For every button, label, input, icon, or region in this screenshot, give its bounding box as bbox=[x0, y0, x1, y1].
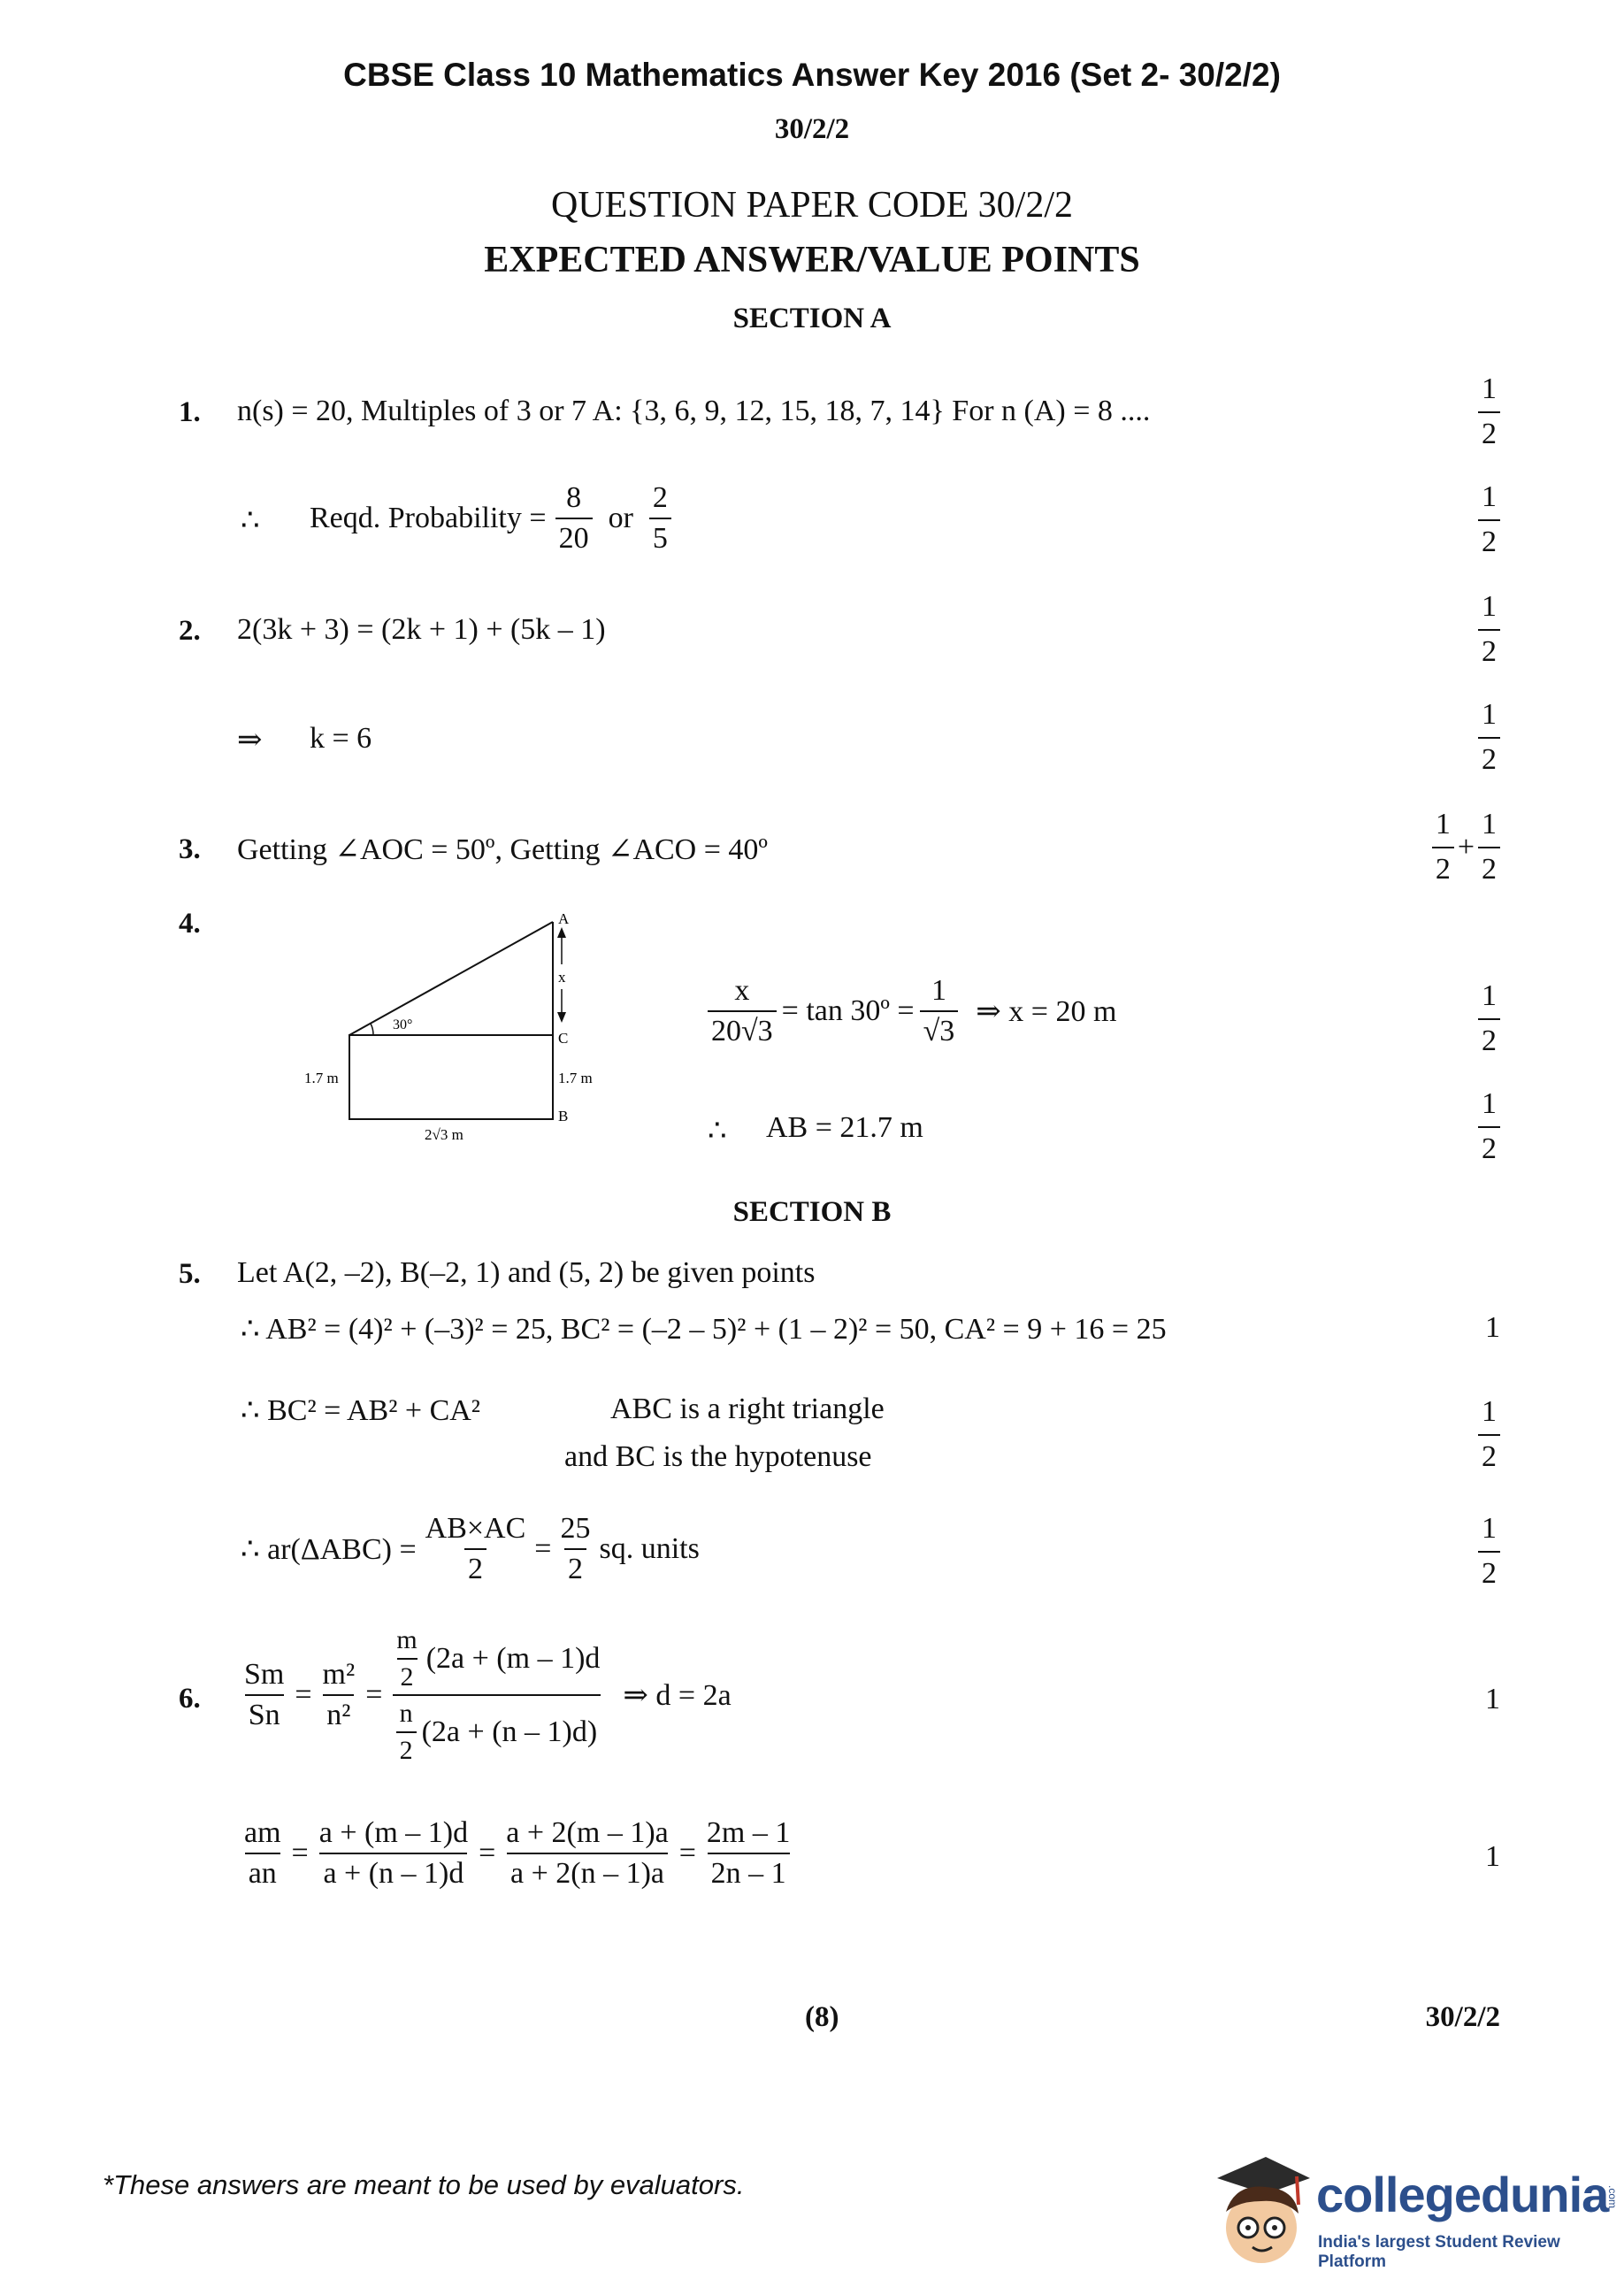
q4-label-b: B bbox=[558, 1108, 569, 1124]
section-a-heading: SECTION A bbox=[732, 303, 892, 334]
mark-den: 2 bbox=[1478, 1126, 1500, 1168]
q1-probability bbox=[310, 482, 671, 554]
q6-a-den: an bbox=[245, 1853, 280, 1890]
mascot-logo-icon bbox=[1199, 2150, 1314, 2274]
paper-code: QUESTION PAPER CODE 30/2/2 bbox=[550, 185, 1073, 226]
q4-label-base: 2√3 m bbox=[425, 1126, 463, 1143]
q6-big-num-expr: (2a + (m – 1)d bbox=[425, 1641, 601, 1675]
mark-den: 2 bbox=[1478, 1434, 1500, 1476]
q6-s-num: Sm bbox=[244, 1658, 285, 1692]
q6-equation1 bbox=[241, 1626, 732, 1764]
tassel-icon bbox=[1297, 2176, 1298, 2205]
q6-e3-num: 2m – 1 bbox=[706, 1816, 791, 1849]
mark-num: 1 bbox=[1482, 590, 1497, 623]
q5-f-den: 2 bbox=[464, 1548, 486, 1585]
mark-num: 1 bbox=[1482, 1395, 1497, 1428]
q5-equals: = bbox=[534, 1531, 552, 1565]
mark-q5b bbox=[1478, 1394, 1500, 1476]
q6-eq2: = bbox=[365, 1678, 383, 1711]
q6-m-num: m² bbox=[322, 1658, 356, 1692]
mark-q2b bbox=[1478, 697, 1500, 779]
mark-num: 1 bbox=[1482, 698, 1497, 731]
q4-line2: AB = 21.7 m bbox=[766, 1111, 923, 1144]
q6-frac-big bbox=[389, 1626, 603, 1764]
mark-q3 bbox=[1432, 807, 1500, 888]
q1-line1: n(s) = 20, Multiples of 3 or 7 A: {3, 6, 9, 12, 15, 18, 7, 14} For n (A) = 8 .... bbox=[237, 395, 1151, 427]
eye-left-icon bbox=[1245, 2225, 1251, 2230]
q6-frac-m-2 bbox=[393, 1626, 420, 1691]
q5-area-label: ∴ ar(ΔABC) = bbox=[241, 1532, 417, 1566]
mark-num: 1 bbox=[1435, 808, 1451, 840]
q6-big-den-expr: (2a + (n – 1)d) bbox=[421, 1715, 598, 1748]
q4-tower-diagram bbox=[292, 911, 610, 1150]
evaluator-note: *These answers are meant to be used by evaluators. bbox=[103, 2169, 745, 2200]
q4-label-x: x bbox=[558, 969, 566, 986]
mark-num: 1 bbox=[1482, 979, 1497, 1012]
q6-frac-e2 bbox=[502, 1817, 671, 1889]
q5-f2-num: 25 bbox=[560, 1512, 591, 1545]
eye-right-icon bbox=[1272, 2225, 1277, 2230]
mark-one: 1 bbox=[1485, 1683, 1500, 1715]
q6-e3-den: 2n – 1 bbox=[708, 1853, 790, 1890]
mark-q6a bbox=[1485, 1683, 1500, 1716]
q2-number: 2. bbox=[179, 615, 201, 647]
q4-eq-num: x bbox=[734, 974, 750, 1007]
q6-big-den-top: n bbox=[399, 1699, 413, 1728]
q4-equation bbox=[708, 975, 1116, 1047]
code-line: 30/2/2 bbox=[774, 113, 850, 145]
q4-eq-num2: 1 bbox=[931, 974, 946, 1007]
q4-eq-den2: √3 bbox=[920, 1010, 959, 1047]
q6-big-num-bottom: 2 bbox=[397, 1658, 417, 1692]
q6-frac-e1 bbox=[316, 1817, 471, 1889]
mark-plus: + bbox=[1457, 830, 1475, 863]
q3-number: 3. bbox=[179, 833, 201, 865]
q6-frac-m2 bbox=[319, 1659, 359, 1730]
q6-e2-num: a + 2(m – 1)a bbox=[506, 1816, 669, 1849]
q4-label-c: C bbox=[558, 1030, 569, 1047]
mark-num: 1 bbox=[1482, 480, 1497, 513]
logo-com: .com bbox=[1606, 2185, 1619, 2209]
doc-title: CBSE Class 10 Mathematics Answer Key 2016 (Set 2- 30/2/2) bbox=[343, 57, 1281, 93]
q6-eq4: = bbox=[479, 1836, 496, 1869]
mark-den: 2 bbox=[1478, 519, 1500, 561]
q5-line3: ∴ BC² = AB² + CA² bbox=[241, 1394, 481, 1427]
mark-q1a bbox=[1478, 372, 1500, 453]
q4-label-right-height: 1.7 m bbox=[558, 1070, 593, 1086]
q5-f2-den: 2 bbox=[564, 1548, 586, 1585]
mark-num: 1 bbox=[1482, 372, 1497, 405]
logo-wordmark: collegedunia bbox=[1316, 2167, 1609, 2222]
q2-line2: k = 6 bbox=[310, 722, 372, 755]
subtitle: EXPECTED ANSWER/VALUE POINTS bbox=[484, 240, 1140, 280]
q4-frac-root3 bbox=[920, 975, 959, 1047]
q4-eq-mid: = tan 30º = bbox=[781, 994, 915, 1027]
mark-q1b bbox=[1478, 480, 1500, 561]
q1-fraction-8-20 bbox=[555, 482, 593, 554]
q1-f1-num: 8 bbox=[566, 481, 582, 514]
q5-frac-abac bbox=[422, 1513, 530, 1585]
mark-q4b bbox=[1478, 1086, 1500, 1168]
mark-den: 2 bbox=[1478, 847, 1500, 888]
footer-code: 30/2/2 bbox=[1425, 2001, 1500, 2033]
mark-q6b bbox=[1485, 1840, 1500, 1874]
q1-or: or bbox=[608, 501, 633, 534]
q6-big-den-bottom: 2 bbox=[396, 1731, 417, 1765]
page-number: (8) bbox=[805, 2001, 839, 2033]
q4-therefore: ∴ bbox=[708, 1115, 727, 1147]
q6-number: 6. bbox=[179, 1683, 201, 1715]
q5-area bbox=[241, 1513, 700, 1585]
q6-e1-num: a + (m – 1)d bbox=[318, 1816, 469, 1849]
mark-q4a bbox=[1478, 978, 1500, 1060]
q4-label-left-height: 1.7 m bbox=[304, 1070, 339, 1086]
q6-eq1: = bbox=[295, 1678, 312, 1711]
q5-frac-25 bbox=[556, 1513, 594, 1585]
q4-number: 4. bbox=[179, 908, 201, 940]
q5-line3c: and BC is the hypotenuse bbox=[564, 1440, 872, 1473]
q4-label-angle: 30° bbox=[393, 1017, 413, 1032]
q4-label-a: A bbox=[558, 911, 570, 927]
q2-line1: 2(3k + 3) = (2k + 1) + (5k – 1) bbox=[237, 613, 606, 646]
mark-q5c bbox=[1478, 1511, 1500, 1592]
mark-q5a bbox=[1485, 1311, 1500, 1345]
q6-result: ⇒ d = 2a bbox=[623, 1679, 732, 1712]
q5-line1: Let A(2, –2), B(–2, 1) and (5, 2) be given points bbox=[237, 1256, 816, 1289]
q4-arrow-down-head bbox=[557, 1012, 566, 1023]
q1-f2-num: 2 bbox=[652, 481, 668, 514]
q6-frac-a bbox=[241, 1817, 285, 1889]
mark-one: 1 bbox=[1485, 1840, 1500, 1873]
q6-a-num: am bbox=[244, 1816, 281, 1849]
q6-frac-n-2 bbox=[396, 1700, 417, 1764]
q4-eq-den: 20√3 bbox=[708, 1010, 777, 1047]
q6-e1-den: a + (n – 1)d bbox=[319, 1853, 467, 1890]
q6-big-num bbox=[389, 1626, 603, 1694]
q3-line1: Getting ∠AOC = 50º, Getting ∠ACO = 40º bbox=[237, 833, 768, 866]
q4-angle-arc bbox=[371, 1024, 373, 1035]
q6-big-num-top: m bbox=[396, 1625, 417, 1654]
q6-frac-e3 bbox=[703, 1817, 793, 1889]
q5-line3b: ABC is a right triangle bbox=[610, 1393, 885, 1425]
q5-line2: ∴ AB² = (4)² + (–3)² = 25, BC² = (–2 – 5)² + (1 – 2)² = 50, CA² = 9 + 16 = 25 bbox=[241, 1313, 1167, 1346]
q5-number: 5. bbox=[179, 1258, 201, 1290]
q5-units: sq. units bbox=[599, 1531, 700, 1565]
q4-rectangle bbox=[349, 1035, 553, 1119]
q6-e2-den: a + 2(n – 1)a bbox=[507, 1853, 668, 1890]
q1-therefore: ∴ bbox=[241, 504, 260, 537]
q1-number: 1. bbox=[179, 396, 201, 428]
mark-den: 2 bbox=[1478, 411, 1500, 453]
section-b-heading: SECTION B bbox=[732, 1196, 892, 1228]
q1-fraction-2-5 bbox=[649, 482, 671, 554]
q4-arrow-up-head bbox=[557, 927, 566, 938]
q4-eq-result: ⇒ x = 20 m bbox=[976, 994, 1117, 1028]
mark-q2a bbox=[1478, 589, 1500, 671]
q2-implies: ⇒ bbox=[237, 724, 263, 756]
mark-den: 2 bbox=[1478, 737, 1500, 779]
mark-den: 2 bbox=[1478, 1551, 1500, 1592]
mark-num: 1 bbox=[1482, 808, 1497, 840]
mark-den: 2 bbox=[1432, 847, 1454, 888]
q6-eq3: = bbox=[291, 1836, 309, 1869]
q6-big-den bbox=[393, 1694, 601, 1764]
q6-frac-s bbox=[241, 1659, 287, 1730]
q5-f-num: AB×AC bbox=[425, 1512, 526, 1545]
q4-frac-x bbox=[708, 975, 777, 1047]
q1-f1-den: 20 bbox=[555, 518, 593, 555]
q1-prob-label: Reqd. Probability = bbox=[310, 501, 547, 534]
q6-s-den: Sn bbox=[245, 1694, 284, 1731]
q6-eq5: = bbox=[678, 1836, 696, 1869]
q6-equation2 bbox=[241, 1817, 793, 1889]
logo-tagline: India's largest Student Review Platform bbox=[1318, 2233, 1560, 2271]
mark-num: 1 bbox=[1482, 1512, 1497, 1545]
q4-hypotenuse bbox=[349, 922, 553, 1035]
q6-m-den: n² bbox=[323, 1694, 354, 1731]
mark-one: 1 bbox=[1485, 1311, 1500, 1344]
q1-f2-den: 5 bbox=[649, 518, 671, 555]
mark-num: 1 bbox=[1482, 1087, 1497, 1120]
mark-den: 2 bbox=[1478, 629, 1500, 671]
mark-den: 2 bbox=[1478, 1018, 1500, 1060]
